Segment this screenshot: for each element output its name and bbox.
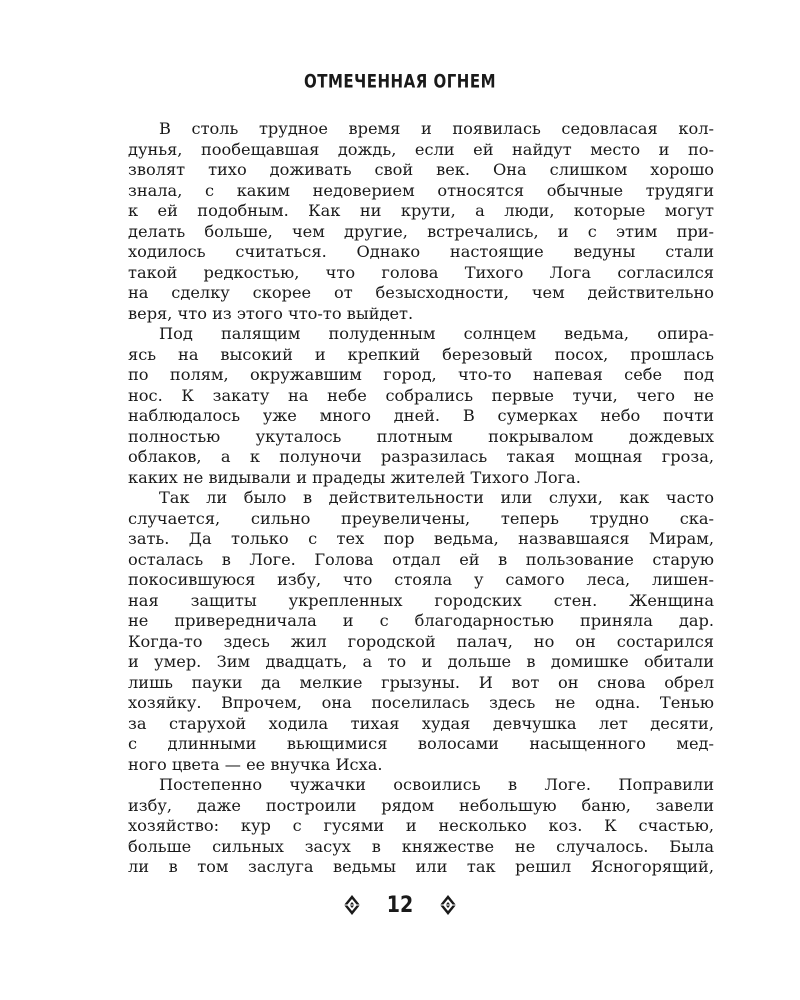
text-line: Постепенно чужачки освоились в Логе. Поправили [159, 775, 714, 794]
text-line: хозяйку. Впрочем, она поселилась здесь не одна. Тенью [128, 693, 714, 712]
page-number: 12 [386, 892, 414, 918]
text-line: и умер. Зим двадцать, а то и дольше в домишке обитали [128, 652, 714, 671]
text-line: покосившуюся избу, что стояла у самого леса, лишен- [128, 570, 714, 589]
text-line: делать больше, чем другие, встречались, и с этим при- [128, 221, 714, 241]
folio [0, 890, 800, 920]
text-line: В столь трудное время и появилась седовласая кол- [159, 119, 714, 138]
text-line: Под палящим полуденным солнцем ведьма, опира- [159, 324, 714, 343]
text-line: к ей подобным. Как ни крути, а люди, которые могут [128, 201, 714, 220]
text-line: знала, с каким недоверием относятся обычные трудяги [128, 180, 714, 200]
text-line: ходилось считаться. Однако настоящие ведуны стали [128, 242, 714, 261]
text-line: хозяйство: кур с гусями и несколько коз. К счастью, [128, 816, 714, 835]
text-line: не привередничала и с благодарностью приняла дар. [128, 611, 714, 630]
text-line: ясь на высокий и крепкий березовый посох, прошлась [128, 344, 714, 364]
text-line: Так ли было в действительности или слухи, как часто [159, 488, 714, 507]
diamond-ornament-icon [439, 894, 457, 916]
paragraph [128, 488, 714, 775]
text-line: полностью укуталось плотным покрывалом дождевых [128, 426, 714, 446]
diamond-ornament-icon [343, 894, 361, 916]
text-line: за старухой ходила тихая худая девчушка лет десяти, [128, 713, 714, 733]
text-line: Когда-то здесь жил городской палач, но он состарился [128, 631, 714, 651]
text-line: каких не видывали и прадеды жителей Тихого Лога. [128, 467, 581, 487]
text-line: по полям, окружавшим город, что-то напевая себе под [128, 365, 714, 384]
text-line: облаков, а к полуночи разразилась такая мощная гроза, [128, 447, 714, 466]
text-line: случается, сильно преувеличены, теперь трудно ска- [128, 508, 714, 528]
running-head: ОТМЕЧЕННАЯ ОГНЕМ [303, 70, 497, 93]
text-line: ли в том заслуга ведьмы или так решил Ясногорящий, [128, 857, 714, 876]
paragraph [128, 119, 714, 324]
text-line: зать. Да только с тех пор ведьма, назвавшаяся Мирам, [128, 529, 714, 548]
text-line: на сделку скорее от безысходности, чем действительно [128, 283, 714, 302]
text-line: ного цвета — ее внучка Исха. [128, 754, 383, 774]
text-line: наблюдалось уже много дней. В сумерках небо почти [128, 406, 714, 425]
body-text [128, 119, 714, 878]
text-line: больше сильных засух в княжестве не случалось. Была [128, 836, 714, 856]
text-line: избу, даже построили рядом небольшую баню, завели [128, 795, 714, 815]
text-line: нос. К закату на небе собрались первые тучи, чего не [128, 385, 714, 405]
paragraph [128, 324, 714, 488]
text-line: ная защиты укрепленных городских стен. Женщина [128, 590, 714, 610]
paragraph [128, 775, 714, 878]
text-line: дунья, пообещавшая дождь, если ей найдут место и по- [128, 139, 714, 159]
text-line: такой редкостью, что голова Тихого Лога согласился [128, 262, 714, 282]
text-line: осталась в Логе. Голова отдал ей в пользование старую [128, 549, 714, 569]
text-line: зволят тихо доживать свой век. Она слишком хорошо [128, 160, 714, 179]
text-line: с длинными вьющимися волосами насыщенного мед- [128, 734, 714, 753]
text-line: лишь пауки да мелкие грызуны. И вот он снова обрел [128, 672, 714, 692]
text-line: веря, что из этого что-то выйдет. [128, 303, 414, 323]
